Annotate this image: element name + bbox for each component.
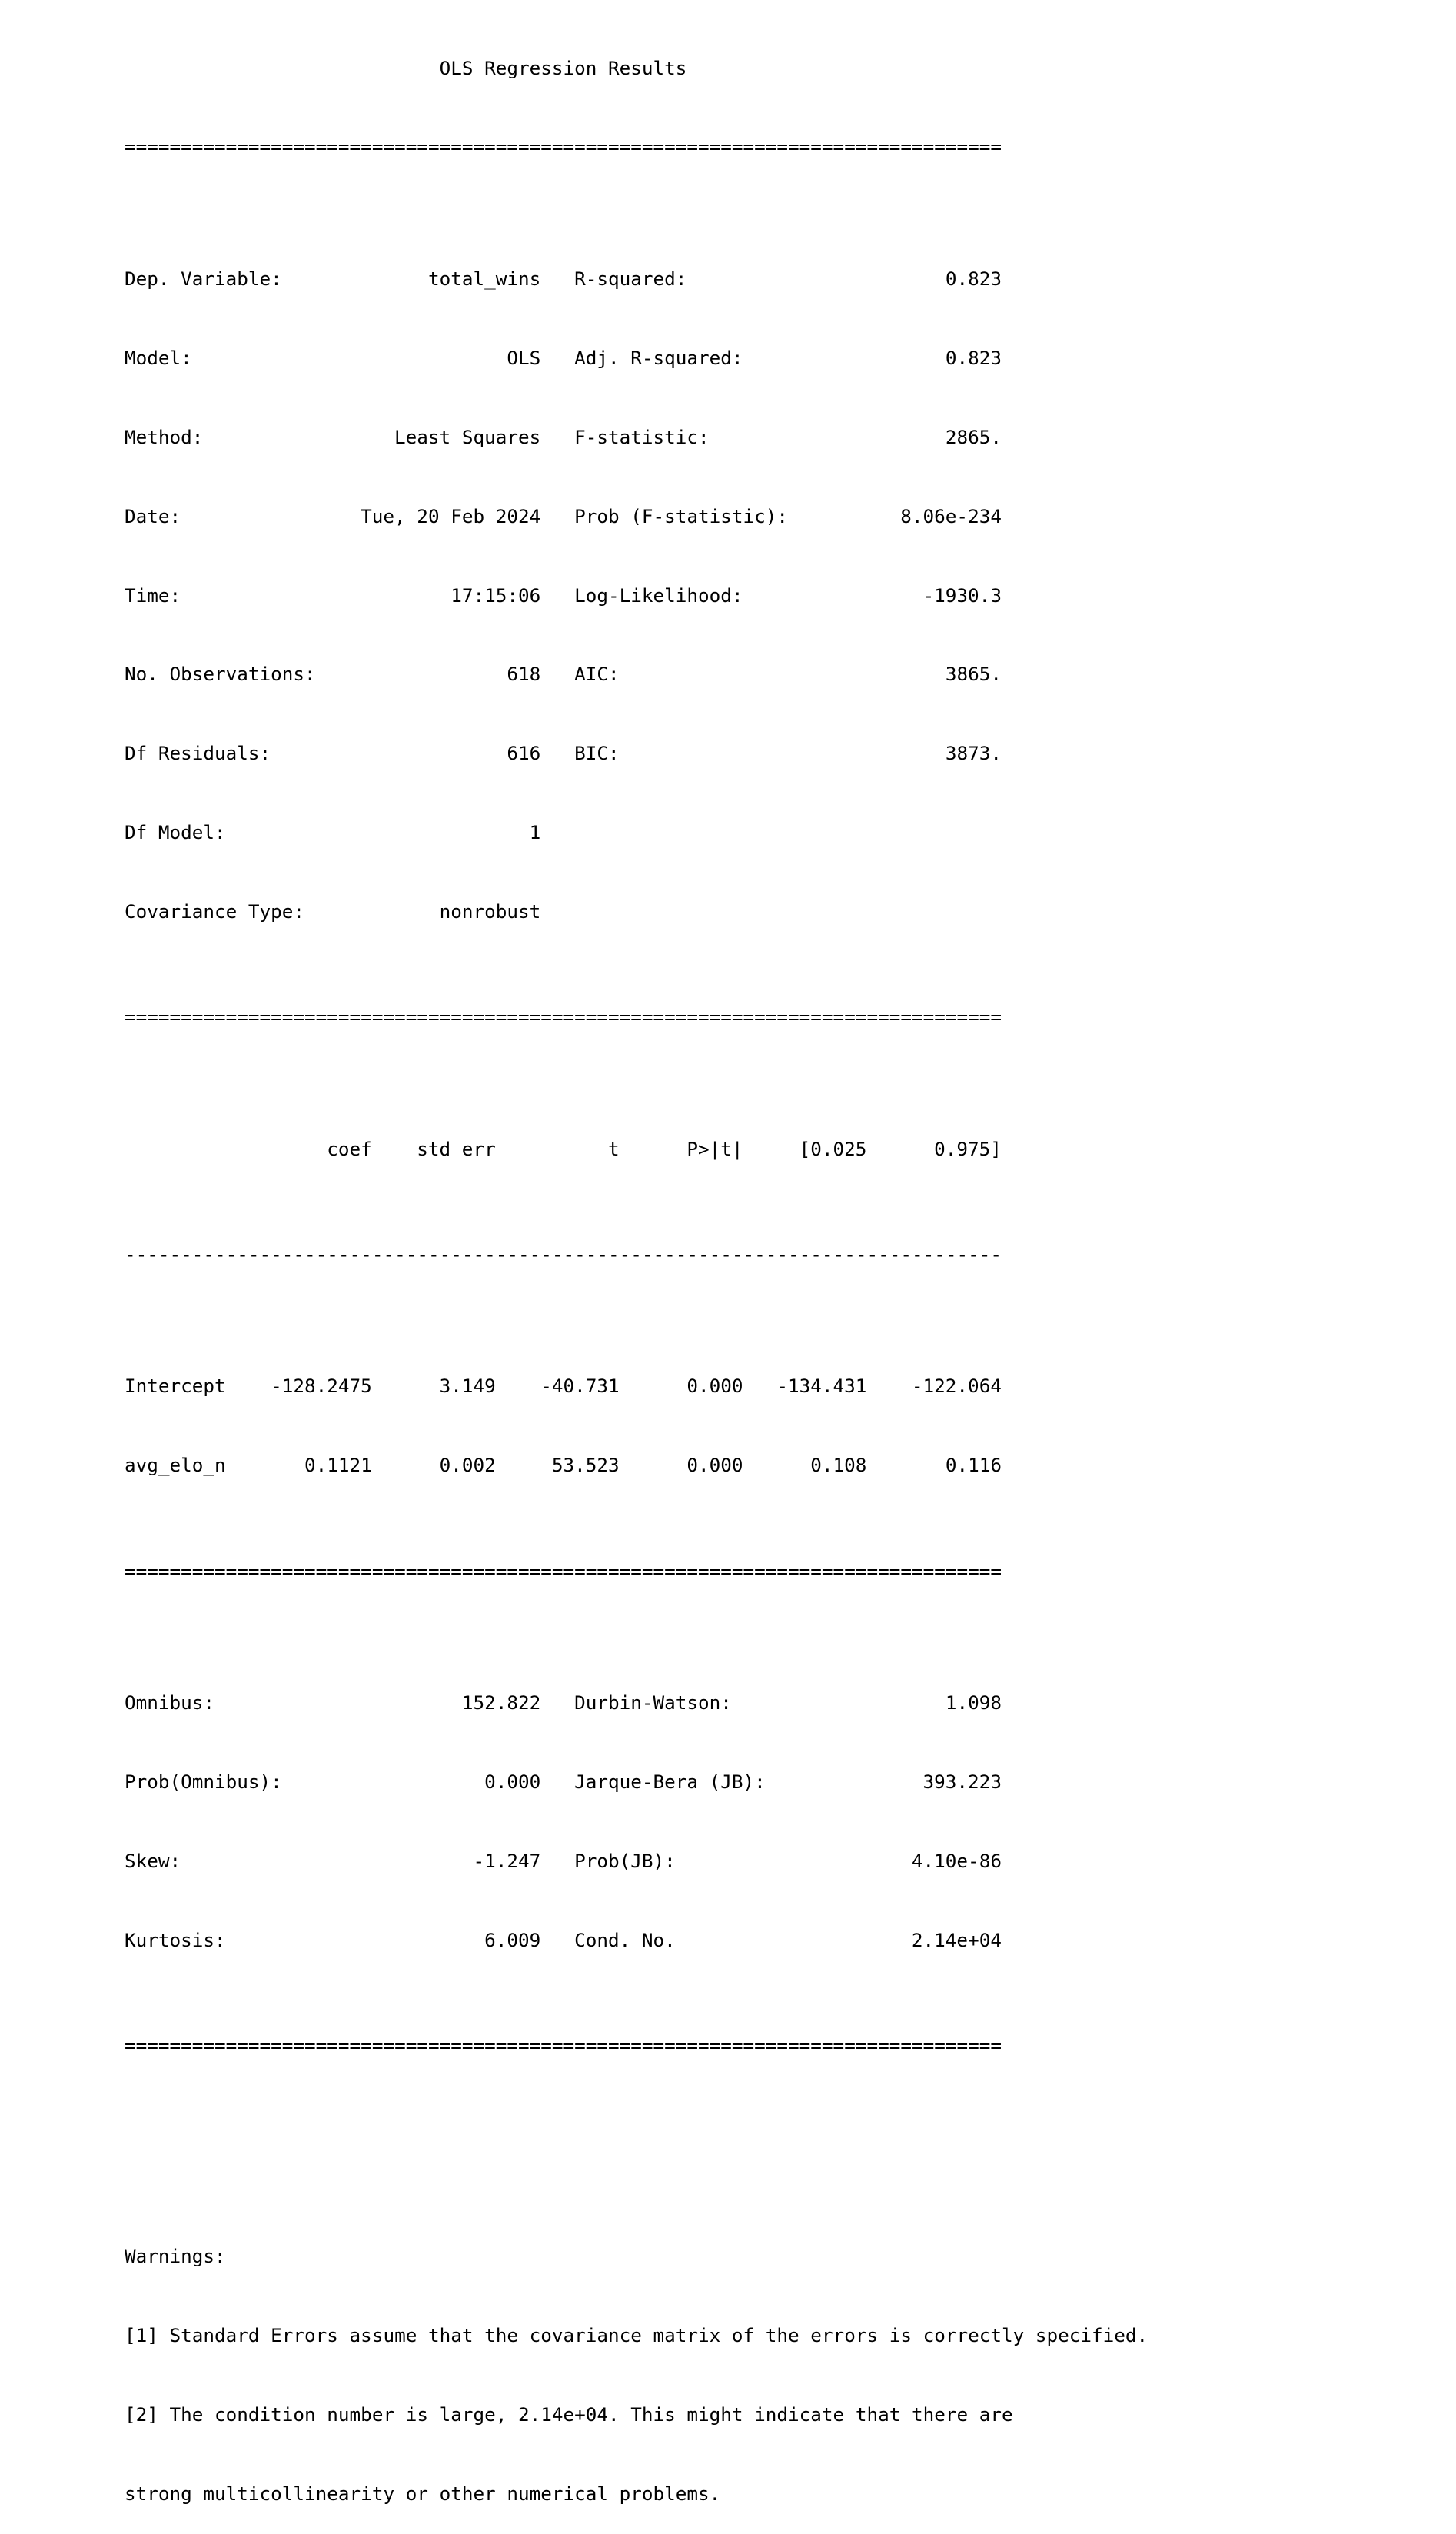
info-left-value: Least Squares	[394, 425, 541, 448]
model-info-row	[125, 345, 1148, 371]
info-right-label: R-squared:	[574, 267, 687, 290]
coef-header-p: P>|t|	[686, 1137, 743, 1160]
info-left-label: Date:	[125, 504, 181, 527]
info-left-label: No. Observations:	[125, 663, 316, 686]
coef-std-err: 0.002	[439, 1454, 496, 1477]
coef-value: -128.2475	[271, 1375, 372, 1398]
coef-header-ci-high: 0.975]	[934, 1137, 1002, 1160]
info-right-value: 0.823	[945, 346, 1002, 369]
diag-left-value: 6.009	[484, 1928, 541, 1951]
model-info-row	[125, 424, 1148, 451]
info-right-label: Log-Likelihood:	[574, 584, 743, 607]
coef-header-coef: coef	[327, 1137, 372, 1160]
model-info-row	[125, 899, 1148, 925]
summary-title: OLS Regression Results	[439, 56, 687, 79]
coef-header-t: t	[607, 1137, 620, 1160]
diag-left-value: 0.000	[484, 1770, 541, 1793]
info-left-value: 17:15:06	[450, 584, 541, 607]
diag-right-label: Jarque-Bera (JB):	[574, 1770, 766, 1793]
coef-ci-low: 0.108	[810, 1454, 867, 1477]
diagnostic-row	[125, 1927, 1148, 1954]
diag-left-label: Prob(Omnibus):	[125, 1770, 282, 1793]
info-right-value: -1930.3	[922, 584, 1002, 607]
info-left-label: Time:	[125, 584, 181, 607]
double-rule: ==============================================================================	[125, 1006, 1002, 1029]
info-left-label: Method:	[125, 425, 204, 448]
model-info-row	[125, 820, 1148, 846]
coef-header-row	[125, 1136, 1148, 1162]
diag-left-label: Skew:	[125, 1849, 181, 1872]
info-left-label: Covariance Type:	[125, 900, 305, 923]
diag-right-label: Durbin-Watson:	[574, 1691, 732, 1714]
coef-ci-high: -122.064	[911, 1375, 1002, 1398]
coef-header-std-err: std err	[417, 1137, 496, 1160]
diagnostic-row	[125, 1769, 1148, 1795]
model-info-row	[125, 661, 1148, 687]
diag-left-label: Omnibus:	[125, 1691, 215, 1714]
blank-line	[125, 2112, 1148, 2138]
diag-left-value: -1.247	[473, 1849, 541, 1872]
diag-right-label: Prob(JB):	[574, 1849, 676, 1872]
info-right-value: 8.06e-234	[900, 504, 1002, 527]
info-left-value: total_wins	[427, 267, 541, 290]
diag-right-value: 1.098	[945, 1691, 1002, 1714]
coef-name: Intercept	[125, 1375, 226, 1398]
coef-t: 53.523	[551, 1454, 620, 1477]
diag-right-label: Cond. No.	[574, 1928, 676, 1951]
coef-p: 0.000	[686, 1375, 743, 1398]
diag-right-value: 393.223	[922, 1770, 1002, 1793]
coef-row	[125, 1373, 1148, 1399]
warning-line: [2] The condition number is large, 2.14e+04. This might indicate that there are	[125, 2403, 1013, 2426]
info-left-label: Df Model:	[125, 821, 226, 844]
info-right-value: 3865.	[945, 663, 1002, 686]
info-right-label: Adj. R-squared:	[574, 346, 743, 369]
model-info-row	[125, 504, 1148, 530]
coef-value: 0.1121	[304, 1454, 372, 1477]
diag-right-value: 4.10e-86	[911, 1849, 1002, 1872]
info-left-label: Df Residuals:	[125, 742, 271, 765]
coef-t: -40.731	[540, 1375, 620, 1398]
ols-summary-output	[125, 2, 1148, 2534]
coef-header-ci-low: [0.025	[799, 1137, 867, 1160]
coef-std-err: 3.149	[439, 1375, 496, 1398]
info-right-label: AIC:	[574, 663, 620, 686]
diag-left-value: 152.822	[461, 1691, 541, 1714]
coef-row	[125, 1452, 1148, 1478]
double-rule: ==============================================================================	[125, 135, 1002, 158]
coef-ci-high: 0.116	[945, 1454, 1002, 1477]
info-left-value: 618	[507, 663, 541, 686]
diag-right-value: 2.14e+04	[911, 1928, 1002, 1951]
double-rule: ==============================================================================	[125, 1559, 1002, 1582]
model-info-row	[125, 266, 1148, 292]
model-info-row	[125, 583, 1148, 609]
warnings-heading: Warnings:	[125, 2245, 226, 2268]
model-info-row	[125, 740, 1148, 767]
coef-ci-low: -134.431	[776, 1375, 867, 1398]
info-left-value: 616	[507, 742, 541, 765]
info-right-value: 0.823	[945, 267, 1002, 290]
info-left-value: 1	[529, 821, 541, 844]
info-left-label: Model:	[125, 346, 192, 369]
info-right-label: BIC:	[574, 742, 620, 765]
info-left-value: OLS	[507, 346, 541, 369]
info-left-value: Tue, 20 Feb 2024	[361, 504, 541, 527]
warning-line: strong multicollinearity or other numerical problems.	[125, 2482, 721, 2505]
double-rule: ==============================================================================	[125, 2034, 1002, 2057]
info-right-label: Prob (F-statistic):	[574, 504, 789, 527]
diag-left-label: Kurtosis:	[125, 1928, 226, 1951]
info-right-label: F-statistic:	[574, 425, 710, 448]
diagnostic-row	[125, 1848, 1148, 1874]
coef-name: avg_elo_n	[125, 1454, 226, 1477]
info-right-value: 2865.	[945, 425, 1002, 448]
info-right-value: 3873.	[945, 742, 1002, 765]
warning-line: [1] Standard Errors assume that the covariance matrix of the errors is correctly specified.	[125, 2324, 1149, 2347]
info-left-value: nonrobust	[439, 900, 541, 923]
diagnostic-row	[125, 1690, 1148, 1716]
coef-p: 0.000	[686, 1454, 743, 1477]
single-rule: ------------------------------------------------------------------------------	[125, 1242, 1002, 1265]
info-left-label: Dep. Variable:	[125, 267, 282, 290]
